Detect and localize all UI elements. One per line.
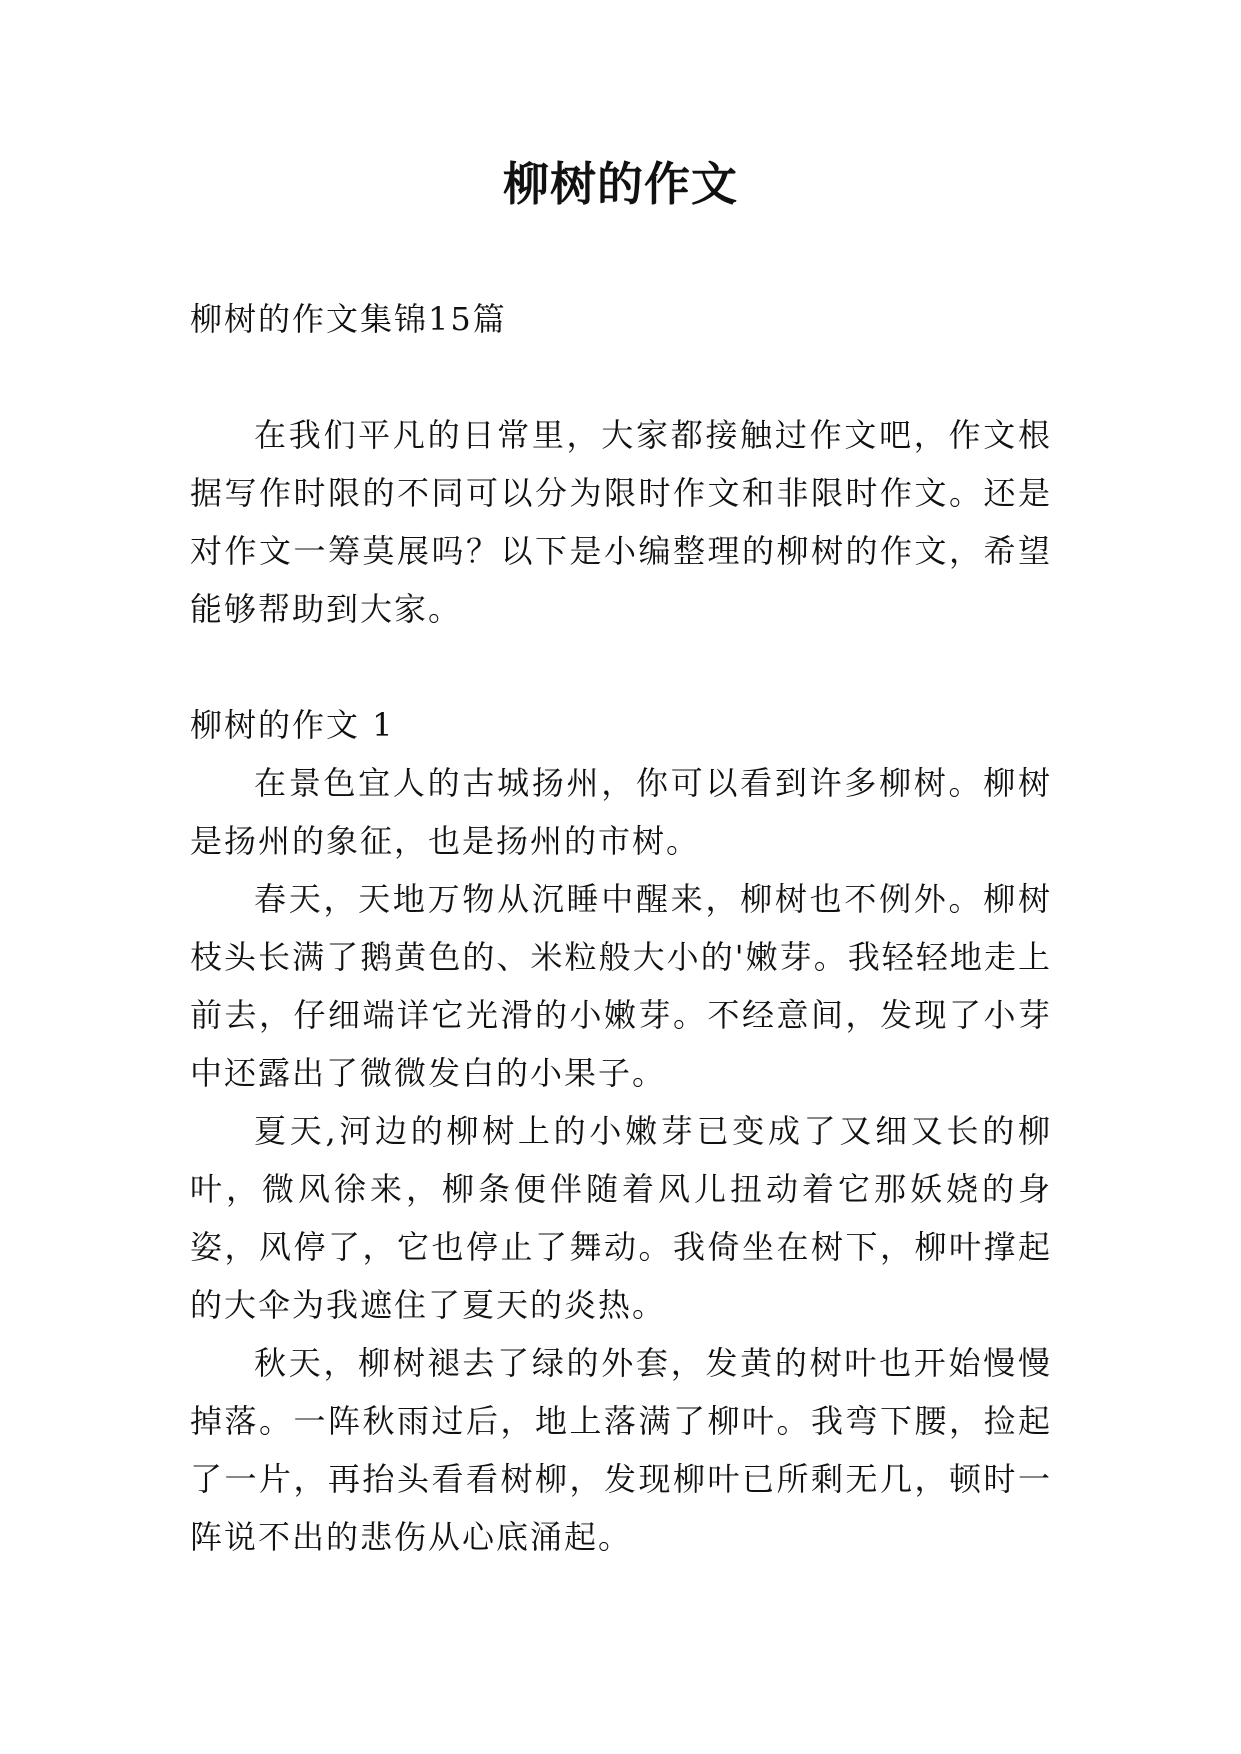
body-paragraph-2: 春天，天地万物从沉睡中醒来，柳树也不例外。柳树枝头长满了鹅黄色的、米粒般大小的'嫩芽。我轻轻地走上前去，仔细端详它光滑的小嫩芽。不经意间，发现了小芽中还露出了微微发白的小果子。 [190,880,1052,1092]
body-paragraph-3: 夏天,河边的柳树上的小嫩芽已变成了又细又长的柳叶，微风徐来，柳条便伴随着风儿扭动着它那妖娆的身姿，风停了，它也停止了舞动。我倚坐在树下，柳叶撑起的大伞为我遮住了夏天的炎热。 [190,1112,1052,1324]
intro-paragraph: 在我们平凡的日常里，大家都接触过作文吧，作文根据写作时限的不同可以分为限时作文和非限时作文。还是对作文一筹莫展吗？以下是小编整理的柳树的作文，希望能够帮助到大家。 [190,416,1052,628]
document-subtitle: 柳树的作文集锦15篇 [190,300,507,338]
document-body [190,290,1052,1566]
body-paragraph-4: 秋天，柳树褪去了绿的外套，发黄的树叶也开始慢慢掉落。一阵秋雨过后，地上落满了柳叶。我弯下腰，捡起了一片，再抬头看看树柳，发现柳叶已所剩无几，顿时一阵说不出的悲伤从心底涌起。 [190,1344,1052,1556]
body-paragraph-1: 在景色宜人的古城扬州，你可以看到许多柳树。柳树是扬州的象征，也是扬州的市树。 [190,764,1052,860]
document-title: 柳树的作文 [503,157,738,211]
section-heading: 柳树的作文 1 [190,706,395,744]
